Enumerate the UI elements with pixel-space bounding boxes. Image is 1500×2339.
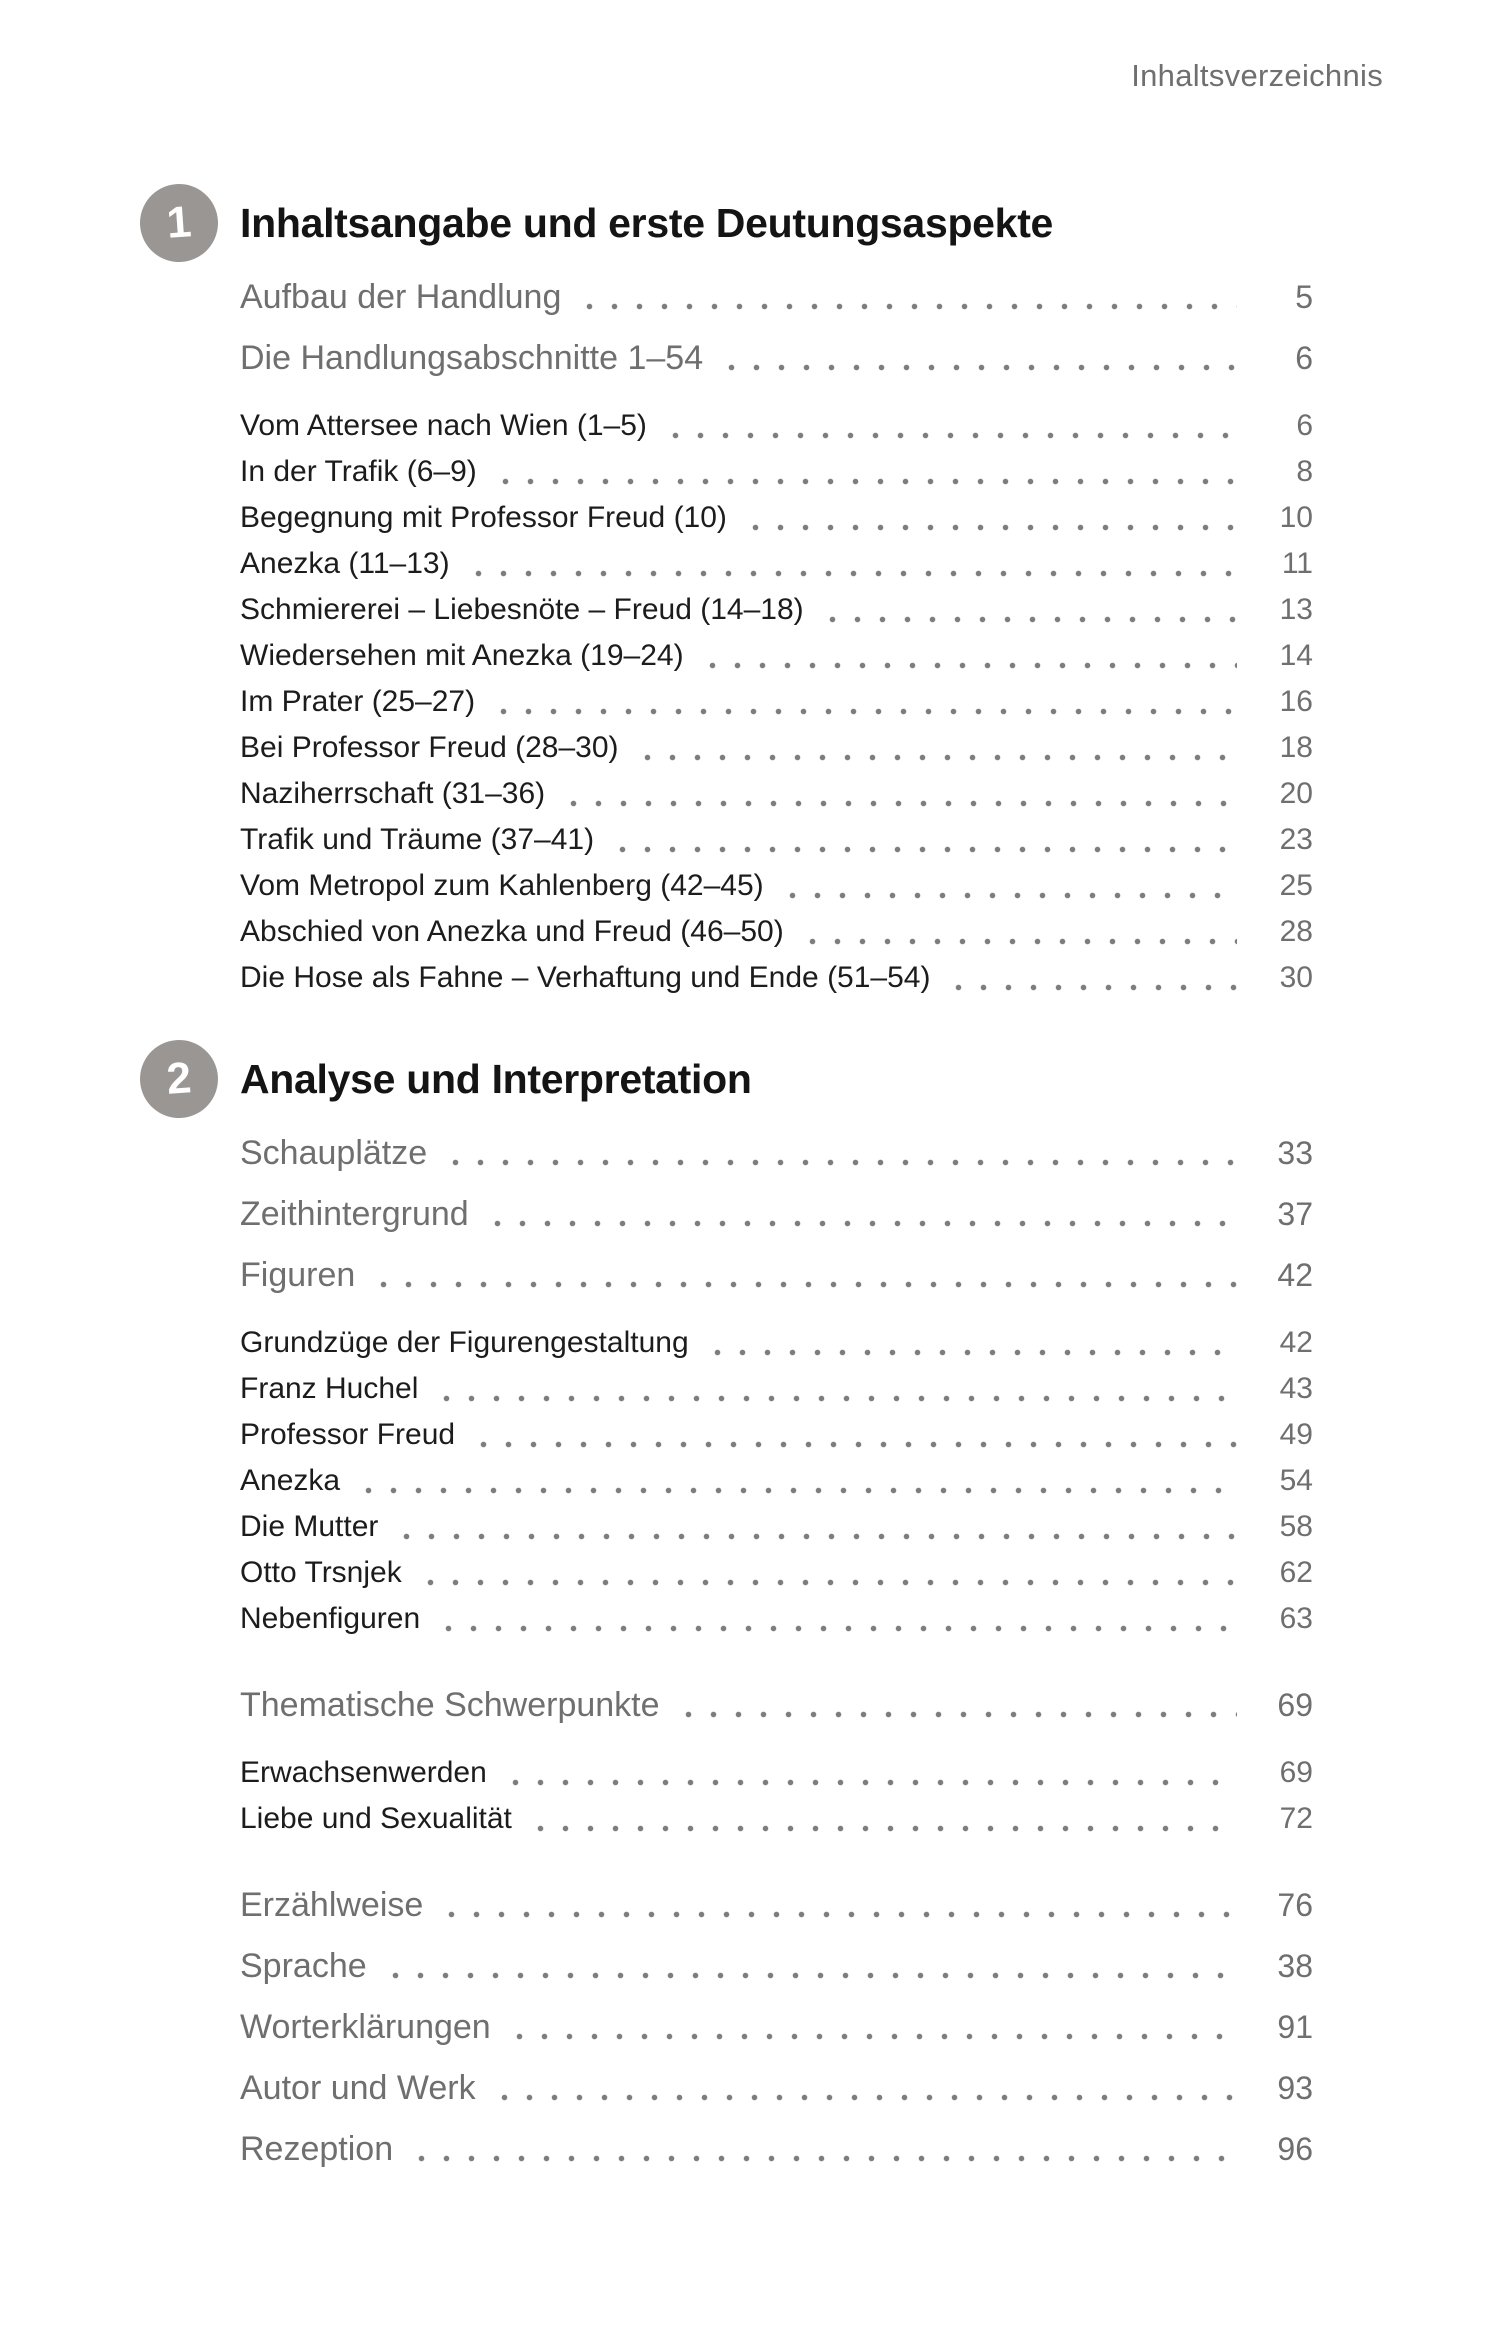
dot-leader xyxy=(371,1245,1237,1306)
dot-leader xyxy=(492,2058,1237,2119)
section-entries xyxy=(240,1123,1313,2180)
toc-entry-label: Nebenfiguren xyxy=(240,1602,421,1635)
toc-entry-page: 18 xyxy=(1279,731,1313,764)
dot-leader xyxy=(800,909,1237,955)
toc-entry xyxy=(240,1550,1313,1596)
toc-entry xyxy=(240,2119,1313,2180)
toc-entry xyxy=(240,1458,1313,1504)
toc-entry xyxy=(240,1675,1313,1736)
toc-entry-label: Autor und Werk xyxy=(240,2069,476,2107)
toc-entry-page: 23 xyxy=(1279,823,1313,856)
toc-entry xyxy=(240,1366,1313,1412)
dot-leader xyxy=(439,1875,1237,1936)
toc-entry-page: 43 xyxy=(1279,1372,1313,1405)
section-header xyxy=(140,183,1500,263)
toc-entry-page: 8 xyxy=(1296,455,1313,488)
toc-entry-label: Wiedersehen mit Anezka (19–24) xyxy=(240,639,684,672)
dot-leader xyxy=(394,1504,1237,1550)
dot-leader xyxy=(436,1596,1237,1642)
toc-entry xyxy=(240,449,1313,495)
toc-entry xyxy=(240,633,1313,679)
toc-section xyxy=(0,183,1500,1001)
dot-leader xyxy=(780,863,1237,909)
dot-leader xyxy=(610,817,1237,863)
toc-entry-label: Professor Freud xyxy=(240,1418,456,1451)
toc-entry-page: 11 xyxy=(1281,547,1313,580)
toc-entry-label: Die Hose als Fahne – Verhaftung und Ende (51–54) xyxy=(240,961,931,994)
toc-entry-label: Otto Trsnjek xyxy=(240,1556,402,1589)
toc-entry-label: Anezka xyxy=(240,1464,341,1497)
section-number-badge: 2 xyxy=(137,1037,220,1120)
toc-entry xyxy=(240,863,1313,909)
toc-entry-label: Zeithintergrund xyxy=(240,1195,469,1233)
toc-entry-page: 96 xyxy=(1277,2131,1313,2167)
toc-entry xyxy=(240,1750,1313,1796)
dot-leader xyxy=(507,1997,1237,2058)
toc-entry-label: Schmiererei – Liebesnöte – Freud (14–18) xyxy=(240,593,804,626)
dot-leader xyxy=(561,771,1237,817)
toc-entry-label: Franz Huchel xyxy=(240,1372,419,1405)
dot-leader xyxy=(409,2119,1237,2180)
dot-leader xyxy=(491,679,1237,725)
toc-entry-page: 5 xyxy=(1295,279,1313,315)
toc-entry xyxy=(240,771,1313,817)
dot-leader xyxy=(577,267,1237,328)
toc-entry-page: 6 xyxy=(1296,409,1313,442)
dot-leader xyxy=(434,1366,1237,1412)
dot-leader xyxy=(719,328,1237,389)
toc-entry-page: 42 xyxy=(1279,1326,1313,1359)
toc-entry-label: Trafik und Träume (37–41) xyxy=(240,823,595,856)
toc-entry-page: 93 xyxy=(1277,2070,1313,2106)
section-entries xyxy=(240,267,1313,1001)
dot-leader xyxy=(466,541,1237,587)
dot-leader xyxy=(528,1796,1237,1842)
toc-entry-label: Abschied von Anezka und Freud (46–50) xyxy=(240,915,784,948)
section-header xyxy=(140,1039,1500,1119)
toc-entry-label: Vom Metropol zum Kahlenberg (42–45) xyxy=(240,869,764,902)
toc-entry-page: 69 xyxy=(1279,1756,1313,1789)
toc-entry-label: Naziherrschaft (31–36) xyxy=(240,777,546,810)
toc-entry-page: 25 xyxy=(1279,869,1313,902)
section-number-badge: 1 xyxy=(137,181,220,264)
dot-leader xyxy=(635,725,1237,771)
toc-entry-label: Erwachsenwerden xyxy=(240,1756,487,1789)
toc-entry xyxy=(240,328,1313,389)
dot-leader xyxy=(471,1412,1237,1458)
toc-entry-page: 49 xyxy=(1279,1418,1313,1451)
dot-leader xyxy=(820,587,1237,633)
dot-leader xyxy=(700,633,1237,679)
page-header-label: Inhaltsverzeichnis xyxy=(1131,58,1383,93)
toc-entry-label: Schauplätze xyxy=(240,1134,428,1172)
toc-section xyxy=(0,1039,1500,2180)
toc-entry xyxy=(240,541,1313,587)
toc-entry xyxy=(240,1412,1313,1458)
toc-entry-label: In der Trafik (6–9) xyxy=(240,455,477,488)
table-of-contents xyxy=(0,183,1500,2180)
toc-entry-page: 14 xyxy=(1279,639,1313,672)
toc-entry-label: Vom Attersee nach Wien (1–5) xyxy=(240,409,647,442)
toc-entry xyxy=(240,909,1313,955)
toc-entry-page: 72 xyxy=(1279,1802,1313,1835)
toc-entry xyxy=(240,495,1313,541)
toc-entry-label: Im Prater (25–27) xyxy=(240,685,476,718)
toc-entry-label: Begegnung mit Professor Freud (10) xyxy=(240,501,727,534)
toc-entry-page: 69 xyxy=(1277,1687,1313,1723)
toc-entry xyxy=(240,955,1313,1001)
toc-entry-page: 76 xyxy=(1277,1887,1313,1923)
toc-entry xyxy=(240,1320,1313,1366)
toc-entry xyxy=(240,1936,1313,1997)
toc-entry xyxy=(240,1504,1313,1550)
toc-entry-page: 6 xyxy=(1295,340,1313,376)
dot-leader xyxy=(485,1184,1237,1245)
dot-leader xyxy=(356,1458,1237,1504)
dot-leader xyxy=(443,1123,1237,1184)
toc-entry-label: Grundzüge der Figurengestaltung xyxy=(240,1326,689,1359)
dot-leader xyxy=(663,403,1237,449)
toc-entry-label: Figuren xyxy=(240,1256,356,1294)
toc-entry xyxy=(240,267,1313,328)
toc-entry-label: Liebe und Sexualität xyxy=(240,1802,512,1835)
toc-entry xyxy=(240,1596,1313,1642)
dot-leader xyxy=(503,1750,1237,1796)
dot-leader xyxy=(493,449,1237,495)
toc-entry xyxy=(240,1245,1313,1306)
toc-entry xyxy=(240,2058,1313,2119)
toc-entry xyxy=(240,1184,1313,1245)
toc-entry xyxy=(240,679,1313,725)
toc-entry-page: 37 xyxy=(1277,1196,1313,1232)
toc-entry xyxy=(240,1123,1313,1184)
section-title: Analyse und Interpretation xyxy=(240,1055,752,1102)
section-title: Inhaltsangabe und erste Deutungsaspekte xyxy=(240,199,1054,246)
toc-entry-page: 58 xyxy=(1279,1510,1313,1543)
toc-entry-label: Anezka (11–13) xyxy=(240,547,450,580)
dot-leader xyxy=(676,1675,1237,1736)
page-header xyxy=(1131,58,1383,94)
dot-leader xyxy=(743,495,1237,541)
toc-entry-page: 13 xyxy=(1279,593,1313,626)
toc-entry-label: Sprache xyxy=(240,1947,367,1985)
toc-entry-page: 91 xyxy=(1277,2009,1313,2045)
toc-entry-label: Die Handlungsabschnitte 1–54 xyxy=(240,339,704,377)
dot-leader xyxy=(946,955,1237,1001)
toc-entry xyxy=(240,1796,1313,1842)
dot-leader xyxy=(418,1550,1237,1596)
toc-entry xyxy=(240,725,1313,771)
dot-leader xyxy=(383,1936,1237,1997)
toc-entry xyxy=(240,403,1313,449)
toc-entry-label: Rezeption xyxy=(240,2130,394,2168)
toc-entry-page: 62 xyxy=(1279,1556,1313,1589)
toc-entry-page: 33 xyxy=(1277,1135,1313,1171)
toc-entry-label: Aufbau der Handlung xyxy=(240,278,562,316)
toc-entry-label: Worterklärungen xyxy=(240,2008,491,2046)
toc-entry-label: Thematische Schwerpunkte xyxy=(240,1686,660,1724)
dot-leader xyxy=(705,1320,1237,1366)
toc-entry-label: Erzählweise xyxy=(240,1886,424,1924)
toc-entry-label: Die Mutter xyxy=(240,1510,379,1543)
toc-entry-label: Bei Professor Freud (28–30) xyxy=(240,731,619,764)
toc-entry-page: 16 xyxy=(1279,685,1313,718)
toc-entry xyxy=(240,1997,1313,2058)
toc-entry-page: 30 xyxy=(1279,961,1313,994)
toc-entry xyxy=(240,587,1313,633)
toc-entry-page: 38 xyxy=(1277,1948,1313,1984)
toc-entry-page: 20 xyxy=(1279,777,1313,810)
toc-entry-page: 63 xyxy=(1279,1602,1313,1635)
toc-entry-page: 54 xyxy=(1279,1464,1313,1497)
toc-entry-page: 10 xyxy=(1279,501,1313,534)
toc-entry-page: 28 xyxy=(1279,915,1313,948)
toc-entry xyxy=(240,1875,1313,1936)
toc-entry-page: 42 xyxy=(1277,1257,1313,1293)
toc-entry xyxy=(240,817,1313,863)
